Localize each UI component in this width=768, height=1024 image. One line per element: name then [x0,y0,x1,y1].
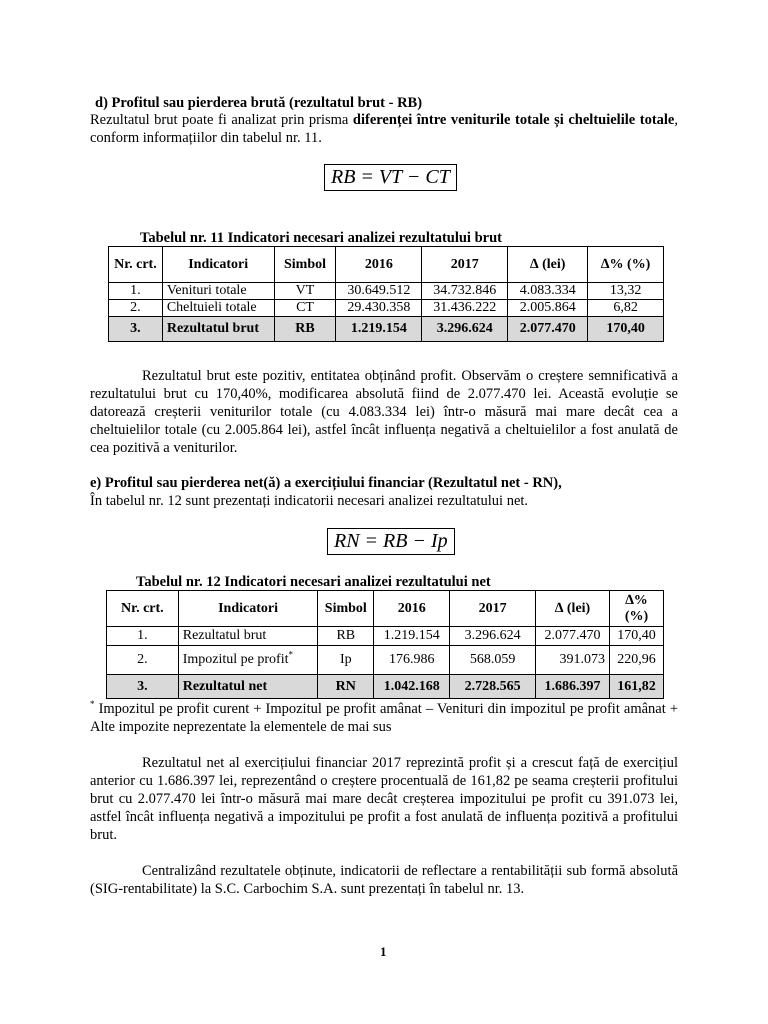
table-row [107,627,664,646]
formula-rn-text: RN = RB − Ip [334,530,448,552]
header-cell: Simbol [318,591,374,627]
section-e-intro: În tabelul nr. 12 sunt prezentați indicatorii necesari analizei rezultatului net. [90,493,529,509]
section-e-heading: e) Profitul sau pierderea net(ă) a exercițiului financiar (Rezultatul net - RN), [90,475,562,491]
cell: 176.986 [374,646,450,675]
header-cell: 2017 [450,591,536,627]
section-e-paragraph-2: Centralizând rezultatele obținute, indicatorii de reflectare a rentabilității sub formă absolută (SIG-rentabilitate) la S.C. Carbochim S.A. sunt prezentați în tabelul nr. 13. [90,863,678,897]
header-cell: ∆ (lei) [508,247,588,283]
table-row [109,283,664,300]
formula-rb-text: RB = VT − CT [331,166,450,188]
cell: 13,32 [588,283,664,300]
cell: 2. [107,646,179,675]
header-cell: 2016 [336,247,422,283]
page-number: 1 [380,944,387,959]
table-header-row [107,591,664,627]
intro-text-1: Rezultatul brut poate fi analizat prin prisma [90,112,353,128]
cell: 1. [107,627,179,646]
footnote-mark: * [288,649,293,660]
header-cell: 2016 [374,591,450,627]
intro-text-2: , conform informațiilor din tabelul nr. 11. [90,112,678,146]
table-11 [108,246,664,342]
table-11-title: Tabelul nr. 11 Indicatori necesari analizei rezultatului brut [140,230,502,246]
header-cell: Nr. crt. [109,247,163,283]
section-d-paragraph: Rezultatul brut este pozitiv, entitatea obținând profit. Observăm o creștere semnificativă a rezultatului brut cu 170,40%, modificarea absolută fiind de 2.077.470 lei. Această evoluție se datorează creșterii veniturilor totale (cu 4.083.334 lei) într-o măsură mai mare decât cea a cheltuielilor totale (cu 2.005.864 lei), astfel încât influența negativă a cheltuielilor a fost anulată de cea pozitivă a veniturilor. [90,368,678,456]
footnote-text: Impozitul pe profit curent + Impozitul pe profit amânat – Venituri din impozitul pe profit amânat + Alte impozite neprezentate la elementele de mai sus [90,701,678,735]
header-cell: Nr. crt. [107,591,179,627]
formula-rn [327,528,455,555]
cell: 29.430.358 [336,300,422,317]
cell: 568.059 [450,646,536,675]
cell: 391.073 [536,646,610,675]
cell-text: Impozitul pe profit [182,652,289,667]
cell: 34.732.846 [422,283,508,300]
cell: VT [274,283,336,300]
cell: 161,82 [610,675,664,699]
cell: 3.296.624 [422,317,508,342]
table-12 [106,590,664,699]
footnote-mark: * [90,699,95,710]
cell: 3.296.624 [450,627,536,646]
cell: 2.728.565 [450,675,536,699]
table-row [107,646,664,675]
header-cell: Indicatori [178,591,318,627]
cell: 3. [109,317,163,342]
header-cell: 2017 [422,247,508,283]
cell: RN [318,675,374,699]
cell: CT [274,300,336,317]
cell: 1.219.154 [336,317,422,342]
table-row [109,300,664,317]
intro-bold-text: diferenței între veniturile totale și cheltuielile totale [352,112,675,128]
cell: 31.436.222 [422,300,508,317]
cell: 2.005.864 [508,300,588,317]
header-cell: ∆ (lei) [536,591,610,627]
cell [178,646,318,675]
cell: 170,40 [610,627,664,646]
cell: 6,82 [588,300,664,317]
cell: 2.077.470 [536,627,610,646]
cell: Venituri totale [162,283,274,300]
section-d-intro [90,111,678,147]
header-cell: Simbol [274,247,336,283]
cell: 1.219.154 [374,627,450,646]
table-header-row [109,247,664,283]
table-total-row [109,317,664,342]
cell: 2. [109,300,163,317]
cell: Ip [318,646,374,675]
cell: Cheltuieli totale [162,300,274,317]
section-e-paragraph-1: Rezultatul net al exercițiului financiar 2017 reprezintă profit și a crescut față de exercițiul anterior cu 1.686.397 lei, reprezentând o creștere procentuală de 161,82 pe seama creșterii profitului brut cu 2.077.470 lei într-o măsură mai mare decât creșterea impozitului pe profit cu 391.073 lei, astfel încât influența negativă a impozitului pe profit a fost anulată de influența pozitivă a profitului brut. [90,755,678,843]
cell: Rezultatul net [178,675,318,699]
cell: 4.083.334 [508,283,588,300]
cell: 3. [107,675,179,699]
cell: 1. [109,283,163,300]
cell: RB [274,317,336,342]
formula-rb [324,164,457,191]
table-12-title: Tabelul nr. 12 Indicatori necesari analizei rezultatului net [136,574,491,590]
cell: 1.686.397 [536,675,610,699]
table-total-row [107,675,664,699]
cell: 30.649.512 [336,283,422,300]
cell: 220,96 [610,646,664,675]
header-cell: ∆% (%) [610,591,664,627]
cell: 2.077.470 [508,317,588,342]
header-cell: ∆% (%) [588,247,664,283]
cell: Rezultatul brut [162,317,274,342]
cell: 170,40 [588,317,664,342]
header-cell: Indicatori [162,247,274,283]
cell: 1.042.168 [374,675,450,699]
cell: Rezultatul brut [178,627,318,646]
footnote [90,700,678,736]
section-d-heading: d) Profitul sau pierderea brută (rezultatul brut - RB) [95,95,423,111]
cell: RB [318,627,374,646]
